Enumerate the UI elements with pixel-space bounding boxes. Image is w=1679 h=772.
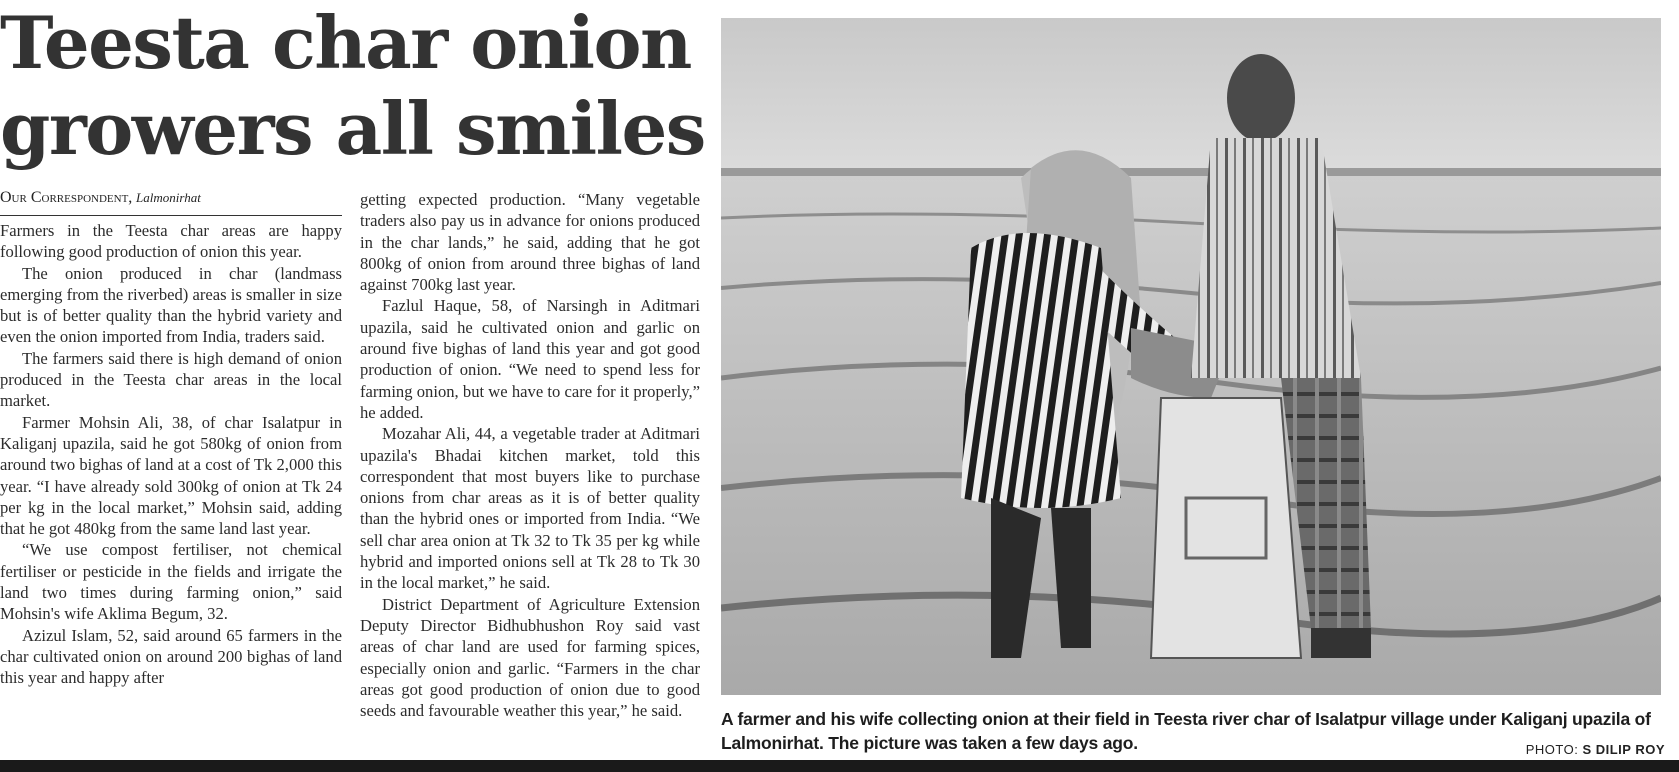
- paragraph: Mozahar Ali, 44, a vegetable trader at Aditmari upazila's Bhadai kitchen market, told this correspondent that most buyers like to purchase onions from char areas as it is of better quality than the hybrid ones or imported from India. “We sell char area onion at Tk 32 to Tk 35 per kg while hybrid and imported onions sell at Tk 28 to Tk 30 in the local market,” he said.: [360, 424, 700, 593]
- paragraph: The onion produced in char (landmass emerging from the riverbed) areas is smaller in size but is of better quality than the hybrid variety and even the onion imported from India, traders said.: [0, 263, 342, 347]
- paragraph: Farmers in the Teesta char areas are happy following good production of onion this year.: [0, 221, 342, 262]
- paragraph: “We use compost fertiliser, not chemical fertiliser or pesticide in the fields and irrigate the land two times during farming onion,” said Mohsin's wife Aklima Begum, 32.: [0, 540, 342, 624]
- article-column-2: [360, 189, 700, 760]
- photo-credit-photographer: S DILIP ROY: [1582, 742, 1665, 757]
- paragraph: The farmers said there is high demand of onion produced in the Teesta char areas in the local market.: [0, 348, 342, 411]
- paragraph: Azizul Islam, 52, said around 65 farmers in the char cultivated onion on around 200 bighas of land this year and happy after: [0, 625, 342, 688]
- photo-caption: A farmer and his wife collecting onion at their field in Teesta river char of Isalatpur village under Kaliganj upazila of Lalmonirhat. The picture was taken a few days ago.: [721, 709, 1651, 753]
- byline-name: Our Correspondent,: [0, 189, 133, 206]
- paragraph: Fazlul Haque, 58, of Narsingh in Aditmari upazila, said he cultivated onion and garlic on around five bighas of land this year and got good production of onion. “We need to spend less for farming onion, but we have to care for it properly,” he added.: [360, 296, 700, 422]
- news-photo: [721, 18, 1661, 695]
- byline: [0, 189, 342, 216]
- article-column-1: [0, 220, 342, 760]
- photo-illustration: [721, 18, 1661, 695]
- photo-credit-label: PHOTO:: [1525, 742, 1579, 757]
- byline-place: Lalmonirhat: [136, 190, 201, 205]
- photo-credit: [1526, 742, 1665, 757]
- page-bottom-rule: [0, 760, 1679, 772]
- headline-line-1: Teesta char onion: [0, 0, 691, 85]
- paragraph: Farmer Mohsin Ali, 38, of char Isalatpur in Kaliganj upazila, said he got 580kg of onion from around two bighas of land at a cost of Tk 2,000 this year. “I have already sold 300kg of onion at Tk 24 per kg in the local market,” Mohsin said, adding that he got 480kg from the same land last year.: [0, 412, 342, 539]
- paragraph: getting expected production. “Many vegetable traders also pay us in advance for onions produced in the char lands,” he said, adding that he got 800kg of onion from around three bighas of land against 700kg last year.: [360, 190, 700, 295]
- paragraph: District Department of Agriculture Extension Deputy Director Bidhubhushon Roy said vast areas of char land are used for farming spices, especially onion and garlic. “Farmers in the char areas got good production of onion due to good seeds and favourable weather this year,” he said.: [360, 594, 700, 721]
- headline: [0, 0, 705, 172]
- headline-line-2: growers all smiles: [0, 86, 705, 171]
